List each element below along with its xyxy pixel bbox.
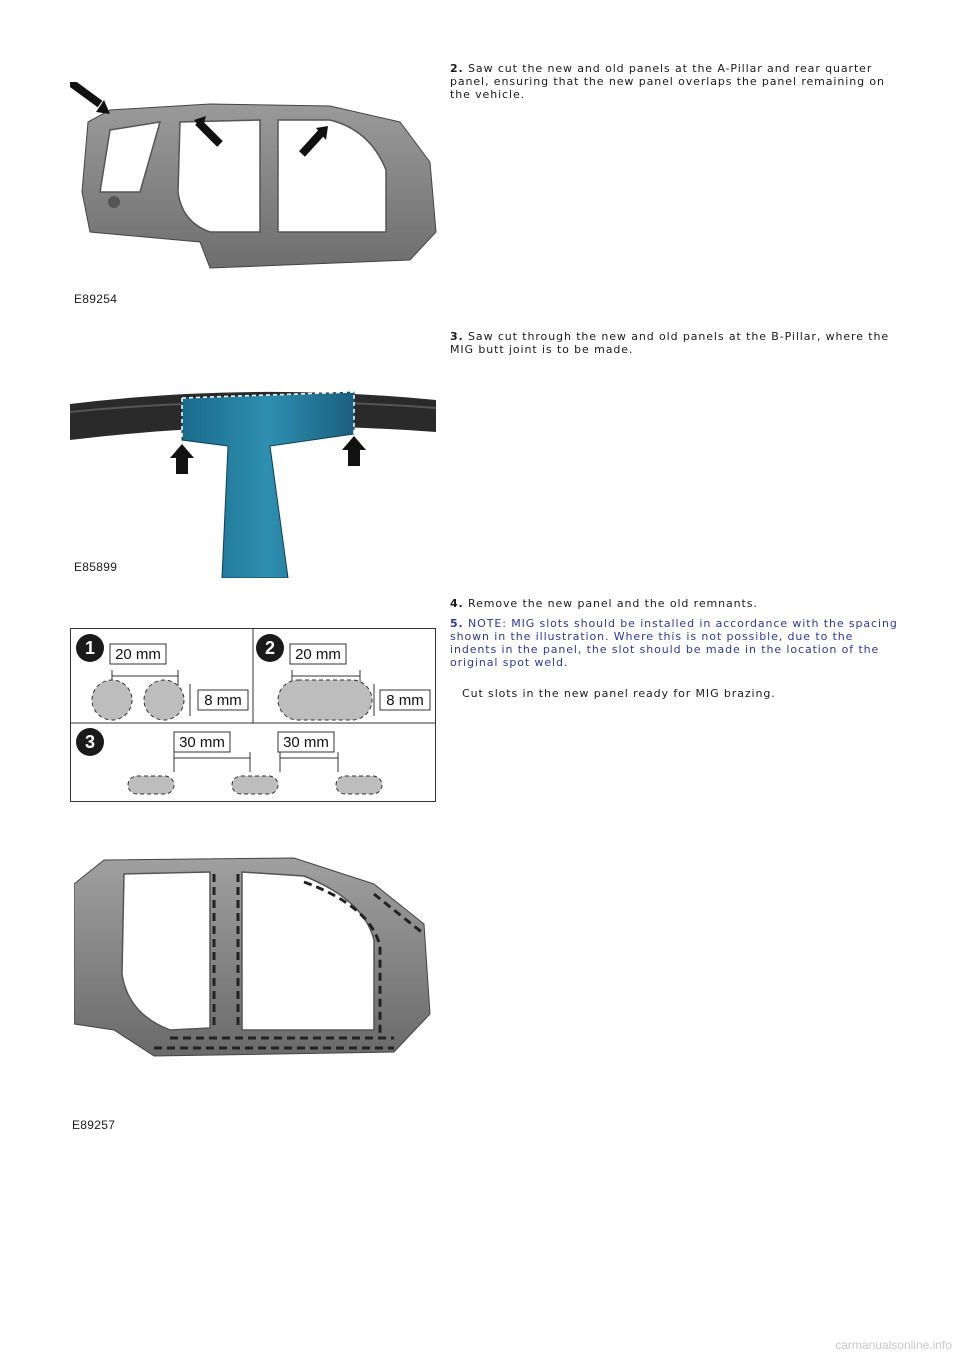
spacing-label: 30 mm xyxy=(283,734,329,751)
spacing-label: 20 mm xyxy=(295,646,341,663)
step-number: 5. xyxy=(450,617,464,630)
step-number: 3. xyxy=(450,330,464,343)
figure-b-pillar-cut xyxy=(70,384,436,578)
step-number: 4. xyxy=(450,597,464,610)
step-5-text: Cut slots in the new panel ready for MIG brazing. xyxy=(462,687,776,700)
figure-code-4: E89257 xyxy=(72,1118,116,1132)
step-4 xyxy=(450,597,900,610)
step-text: Saw cut through the new and old panels at the B-Pillar, where the MIG butt joint is to be made. xyxy=(450,330,890,356)
step-note: NOTE: MIG slots should be installed in accordance with the spacing shown in the illustration. Where this is not possible, due to the indents in the panel, the slot should be made in the location of the original spot weld. xyxy=(450,617,898,669)
panel-number-3: 3 xyxy=(84,732,96,752)
spacing-label: 30 mm xyxy=(179,734,225,751)
figure-body-side-cut-points xyxy=(70,82,438,272)
panel-number-1: 1 xyxy=(84,638,96,658)
step-5 xyxy=(450,617,900,669)
step-number: 2. xyxy=(450,62,464,75)
panel-number-2: 2 xyxy=(264,638,276,658)
step-text: Remove the new panel and the old remnants. xyxy=(468,597,758,610)
step-text: Saw cut the new and old panels at the A-Pillar and rear quarter panel, ensuring that the new panel overlaps the panel remaining on the vehicle. xyxy=(450,62,885,101)
watermark-text: carmanualsonline.info xyxy=(835,1338,952,1352)
height-label: 8 mm xyxy=(204,692,242,709)
height-label: 8 mm xyxy=(386,692,424,709)
figure-slot-spacing xyxy=(70,628,436,802)
figure-code-2: E85899 xyxy=(74,560,118,574)
figure-code-1: E89254 xyxy=(74,292,118,306)
spacing-label: 20 mm xyxy=(115,646,161,663)
step-3 xyxy=(450,330,900,356)
step-2 xyxy=(450,62,900,101)
figure-body-side-slots xyxy=(74,854,434,1060)
